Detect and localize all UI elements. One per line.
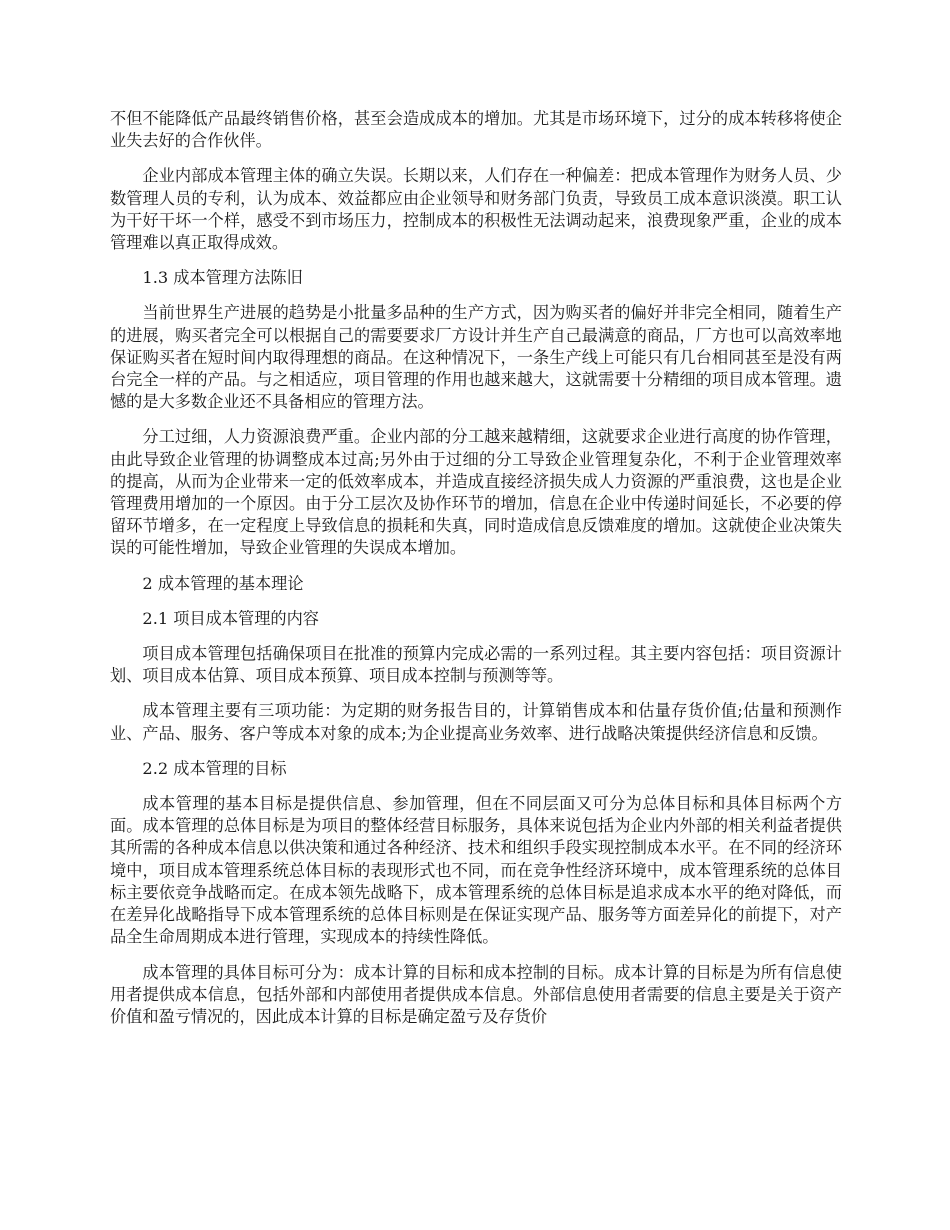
paragraph-continued: 不但不能降低产品最终销售价格，甚至会造成成本的增加。尤其是市场环境下，过分的成本转移将使企业失去好的合作伙伴。: [110, 109, 842, 151]
section-heading: 2.1 项目成本管理的内容: [142, 608, 319, 628]
document-page: [110, 108, 842, 1041]
section-heading: 2.2 成本管理的目标: [142, 758, 287, 778]
paragraph: 当前世界生产进展的趋势是小批量多品种的生产方式，因为购买者的偏好并非完全相同，随着生产的进展，购买者完全可以根据自己的需要要求厂方设计并生产自己最满意的商品，厂方也可以高效率地保证购买者在短时间内取得理想的商品。在这种情况下，一条生产线上可能只有几台相同甚至是没有两台完全一样的产品。与之相适应，项目管理的作用也越来越大，这就需要十分精细的项目成本管理。遗憾的是大多数企业还不具备相应的管理方法。: [110, 303, 842, 412]
paragraph: 成本管理的基本目标是提供信息、参加管理，但在不同层面又可分为总体目标和具体目标两个方面。成本管理的总体目标是为项目的整体经营目标服务，具体来说包括为企业内外部的相关利益者提供其所需的各种成本信息以供决策和通过各种经济、技术和组织手段实现控制成本水平。在不同的经济环境中，项目成本管理系统总体目标的表现形式也不同，而在竞争性经济环境中，成本管理系统的总体目标主要依竞争战略而定。在成本领先战略下，成本管理系统的总体目标是追求成本水平的绝对降低，而在差异化战略指导下成本管理系统的总体目标则是在保证实现产品、服务等方面差异化的前提下，对产品全生命周期成本进行管理，实现成本的持续性降低。: [110, 794, 842, 947]
paragraph: 企业内部成本管理主体的确立失误。长期以来，人们存在一种偏差：把成本管理作为财务人员、少数管理人员的专利，认为成本、效益都应由企业领导和财务部门负责，导致员工成本意识淡漠。职工认为干好干坏一个样，感受不到市场压力，控制成本的积极性无法调动起来，浪费现象严重，企业的成本管理难以真正取得成效。: [110, 166, 842, 253]
section-heading: 1.3 成本管理方法陈旧: [142, 268, 303, 288]
paragraph: 项目成本管理包括确保项目在批准的预算内完成必需的一系列过程。其主要内容包括：项目资源计划、项目成本估算、项目成本预算、项目成本控制与预测等等。: [110, 644, 842, 686]
paragraph: 成本管理主要有三项功能：为定期的财务报告目的，计算销售成本和估量存货价值;估量和预测作业、产品、服务、客户等成本对象的成本;为企业提高业务效率、进行战略决策提供经济信息和反馈。: [110, 701, 842, 743]
section-heading: 2 成本管理的基本理论: [142, 573, 304, 593]
paragraph: 成本管理的具体目标可分为：成本计算的目标和成本控制的目标。成本计算的目标是为所有信息使用者提供成本信息，包括外部和内部使用者提供成本信息。外部信息使用者需要的信息主要是关于资产价值和盈亏情况的，因此成本计算的目标是确定盈亏及存货价: [110, 962, 842, 1026]
paragraph: 分工过细，人力资源浪费严重。企业内部的分工越来越精细，这就要求企业进行高度的协作管理，由此导致企业管理的协调整成本过高;另外由于过细的分工导致企业管理复杂化，不利于企业管理效率的提高，从而为企业带来一定的低效率成本，并造成直接经济损失成人力资源的严重浪费，这也是企业管理费用增加的一个原因。由于分工层次及协作环节的增加，信息在企业中传递时间延长，不必要的停留环节增多，在一定程度上导致信息的损耗和失真，同时造成信息反馈难度的增加。这就使企业决策失误的可能性增加，导致企业管理的失误成本增加。: [110, 427, 842, 558]
